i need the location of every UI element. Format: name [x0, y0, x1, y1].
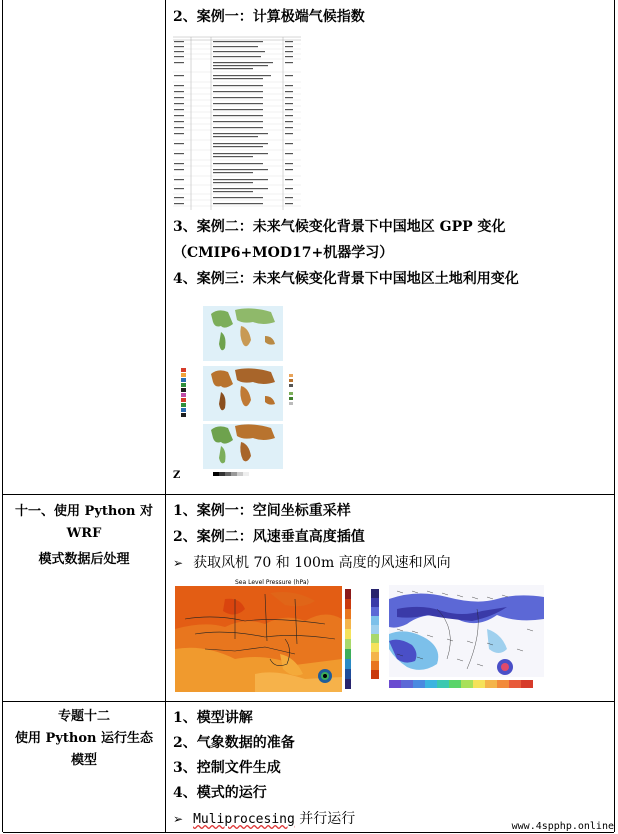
wrf-case1-heading: 1、案例一：空间坐标重采样 — [173, 503, 351, 519]
eco-bullet-text: 并行运行 — [294, 811, 356, 827]
eco-item3: 3、控制文件生成 — [173, 760, 281, 776]
table-row-eco-model — [3, 702, 614, 833]
section11-title — [3, 501, 165, 571]
eco-item2: 2、气象数据的准备 — [173, 735, 295, 751]
eco-bullet — [173, 808, 355, 828]
table-row-wrf-postprocess — [3, 495, 614, 702]
section12-title-line2: 使用 Python 运行生态 — [15, 731, 153, 746]
slp-map-image — [175, 579, 357, 692]
wrf-case2-heading: 2、案例二：风速垂直高度插值 — [173, 529, 365, 545]
case1-heading: 2、案例一：计算极端气候指数 — [173, 9, 365, 25]
land-use-maps-figure — [173, 296, 303, 482]
land-use-maps-image — [173, 296, 303, 482]
wind-map-image — [367, 579, 545, 692]
indices-table-image — [173, 35, 301, 210]
slp-map-title: Sea Level Pressure (hPa) — [235, 579, 309, 586]
indices-table-figure — [173, 35, 301, 210]
slp-map-figure — [175, 579, 357, 692]
eco-bullet-keyword: Muliprocesing — [193, 812, 295, 827]
wrf-bullet — [173, 552, 451, 572]
table-row-cases-climate — [3, 0, 614, 495]
eco-item1: 1、模型讲解 — [173, 710, 253, 726]
section11-title-line2: 模式数据后处理 — [38, 552, 130, 567]
figure-label-z: Z — [173, 470, 181, 481]
case2-heading: 3、案例二：未来气候变化背景下中国地区 GPP 变化（CMIP6+MOD17+机器学习） — [173, 219, 506, 261]
section12-title-line1: 专题十二 — [57, 709, 110, 724]
section11-title-line1: 十一、使用 Python 对 WRF — [15, 504, 153, 541]
eco-item4: 4、模式的运行 — [173, 785, 267, 801]
section12-title-line3: 模型 — [70, 753, 97, 768]
wrf-bullet-text: 获取风机 70 和 100m 高度的风速和风向 — [193, 555, 451, 571]
watermark-text: www.4spphp.online — [511, 821, 614, 832]
arrow-bullet-icon: ➢ — [173, 556, 184, 570]
content-table — [2, 0, 615, 832]
wind-map-figure — [367, 579, 545, 692]
arrow-bullet-icon: ➢ — [173, 812, 184, 826]
case3-heading: 4、案例三：未来气候变化背景下中国地区土地利用变化 — [173, 271, 519, 287]
section12-title — [3, 706, 165, 772]
